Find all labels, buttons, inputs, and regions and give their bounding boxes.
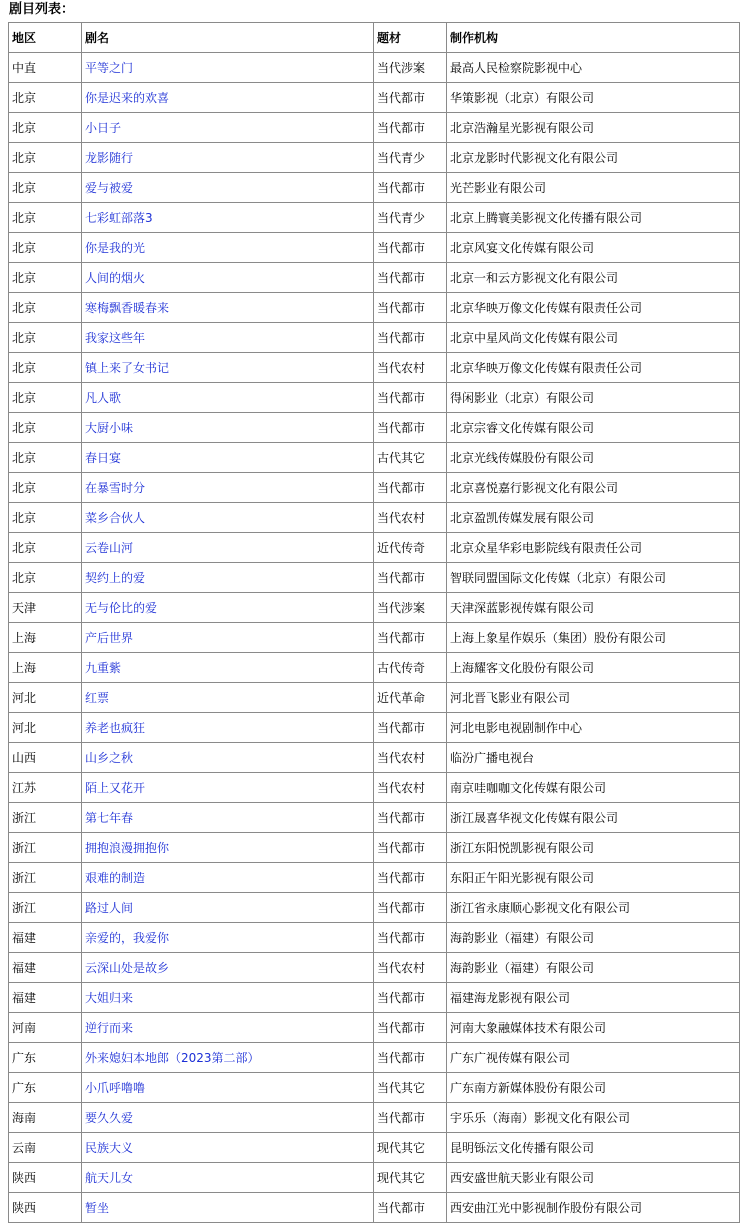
cell-title — [82, 1133, 374, 1163]
cell-region: 北京 — [9, 263, 82, 293]
cell-genre: 当代都市 — [374, 1193, 447, 1223]
table-row — [9, 683, 740, 713]
cell-producer: 北京龙影时代影视文化有限公司 — [447, 143, 740, 173]
table-row — [9, 443, 740, 473]
cell-title — [82, 683, 374, 713]
cell-region: 北京 — [9, 563, 82, 593]
drama-title-link[interactable]: 平等之门 — [85, 61, 134, 75]
cell-title — [82, 713, 374, 743]
cell-genre: 当代其它 — [374, 1073, 447, 1103]
table-row — [9, 623, 740, 653]
table-row — [9, 503, 740, 533]
cell-genre: 当代涉案 — [374, 593, 447, 623]
cell-region: 北京 — [9, 203, 82, 233]
cell-region: 中直 — [9, 53, 82, 83]
cell-producer: 北京中星风尚文化传媒有限公司 — [447, 323, 740, 353]
drama-title-link[interactable]: 春日宴 — [85, 451, 122, 465]
cell-genre: 当代都市 — [374, 923, 447, 953]
drama-title-link[interactable]: 菜乡合伙人 — [85, 511, 146, 525]
table-row — [9, 323, 740, 353]
table-row — [9, 353, 740, 383]
drama-title-link[interactable]: 红票 — [85, 691, 110, 705]
drama-title-link[interactable]: 七彩虹部落3 — [85, 211, 153, 225]
table-row — [9, 1163, 740, 1193]
cell-region: 广东 — [9, 1043, 82, 1073]
cell-producer: 浙江东阳悦凯影视有限公司 — [447, 833, 740, 863]
cell-region: 北京 — [9, 323, 82, 353]
cell-producer: 北京浩瀚星光影视有限公司 — [447, 113, 740, 143]
cell-genre: 当代农村 — [374, 743, 447, 773]
drama-title-link[interactable]: 山乡之秋 — [85, 751, 134, 765]
cell-region: 天津 — [9, 593, 82, 623]
cell-title — [82, 383, 374, 413]
cell-title — [82, 1013, 374, 1043]
drama-title-link[interactable]: 无与伦比的爱 — [85, 601, 158, 615]
table-row — [9, 473, 740, 503]
cell-genre: 当代都市 — [374, 173, 447, 203]
table-row — [9, 803, 740, 833]
cell-region: 北京 — [9, 413, 82, 443]
drama-title-link[interactable]: 路过人间 — [85, 901, 134, 915]
cell-title — [82, 1163, 374, 1193]
cell-region: 江苏 — [9, 773, 82, 803]
table-row — [9, 923, 740, 953]
drama-title-link[interactable]: 小日子 — [85, 121, 122, 135]
cell-producer: 北京众星华彩电影院线有限责任公司 — [447, 533, 740, 563]
cell-producer: 广东南方新媒体股份有限公司 — [447, 1073, 740, 1103]
cell-title — [82, 563, 374, 593]
cell-region: 河北 — [9, 683, 82, 713]
cell-region: 陕西 — [9, 1163, 82, 1193]
drama-title-link[interactable]: 你是迟来的欢喜 — [85, 91, 170, 105]
cell-genre: 当代农村 — [374, 503, 447, 533]
cell-genre: 现代其它 — [374, 1163, 447, 1193]
header-genre: 题材 — [374, 23, 447, 53]
cell-title — [82, 173, 374, 203]
cell-producer: 北京上腾寰美影视文化传播有限公司 — [447, 203, 740, 233]
cell-producer: 南京哇咖咖文化传媒有限公司 — [447, 773, 740, 803]
cell-producer: 宇乐乐（海南）影视文化有限公司 — [447, 1103, 740, 1133]
cell-producer: 最高人民检察院影视中心 — [447, 53, 740, 83]
cell-title — [82, 83, 374, 113]
cell-genre: 当代都市 — [374, 833, 447, 863]
cell-title — [82, 953, 374, 983]
cell-producer: 浙江晟喜华视文化传媒有限公司 — [447, 803, 740, 833]
cell-title — [82, 263, 374, 293]
cell-title — [82, 293, 374, 323]
cell-genre: 当代都市 — [374, 983, 447, 1013]
cell-producer: 北京盈凯传媒发展有限公司 — [447, 503, 740, 533]
cell-producer: 华策影视（北京）有限公司 — [447, 83, 740, 113]
table-row — [9, 563, 740, 593]
cell-title — [82, 503, 374, 533]
table-row — [9, 593, 740, 623]
cell-genre: 当代都市 — [374, 1013, 447, 1043]
drama-title-link[interactable]: 爱与被爱 — [85, 181, 134, 195]
cell-genre: 当代农村 — [374, 953, 447, 983]
table-row — [9, 863, 740, 893]
table-row — [9, 653, 740, 683]
drama-title-link[interactable]: 陌上又花开 — [85, 781, 146, 795]
cell-title — [82, 773, 374, 803]
table-row — [9, 143, 740, 173]
cell-region: 福建 — [9, 953, 82, 983]
header-producer: 制作机构 — [447, 23, 740, 53]
drama-title-link[interactable]: 我家这些年 — [85, 331, 146, 345]
drama-title-link[interactable]: 契约上的爱 — [85, 571, 146, 585]
cell-producer: 东阳正午阳光影视有限公司 — [447, 863, 740, 893]
cell-genre: 当代都市 — [374, 383, 447, 413]
cell-producer: 海韵影业（福建）有限公司 — [447, 953, 740, 983]
cell-region: 河南 — [9, 1013, 82, 1043]
table-row — [9, 1103, 740, 1133]
table-row — [9, 173, 740, 203]
table-row — [9, 233, 740, 263]
cell-genre: 当代都市 — [374, 803, 447, 833]
cell-producer: 海韵影业（福建）有限公司 — [447, 923, 740, 953]
table-row — [9, 713, 740, 743]
cell-title — [82, 923, 374, 953]
cell-producer: 光芒影业有限公司 — [447, 173, 740, 203]
table-row — [9, 53, 740, 83]
cell-producer: 上海上象星作娱乐（集团）股份有限公司 — [447, 623, 740, 653]
cell-title — [82, 533, 374, 563]
table-row — [9, 203, 740, 233]
table-row — [9, 773, 740, 803]
cell-region: 河北 — [9, 713, 82, 743]
table-row — [9, 413, 740, 443]
drama-title-link[interactable]: 小爪呼噜噜 — [85, 1081, 146, 1095]
drama-title-link[interactable]: 逆行而来 — [85, 1021, 134, 1035]
cell-genre: 当代涉案 — [374, 53, 447, 83]
drama-title-link[interactable]: 航天儿女 — [85, 1171, 134, 1185]
drama-title-link[interactable]: 外来媳妇本地郎（2023第二部） — [85, 1051, 260, 1065]
drama-title-link[interactable]: 民族大义 — [85, 1141, 134, 1155]
cell-genre: 当代都市 — [374, 563, 447, 593]
cell-producer: 天津深蓝影视传媒有限公司 — [447, 593, 740, 623]
cell-genre: 当代都市 — [374, 893, 447, 923]
cell-title — [82, 863, 374, 893]
drama-title-link[interactable]: 九重紫 — [85, 661, 122, 675]
cell-genre: 当代都市 — [374, 293, 447, 323]
cell-region: 北京 — [9, 533, 82, 563]
drama-title-link[interactable]: 在暴雪时分 — [85, 481, 146, 495]
cell-region: 北京 — [9, 233, 82, 263]
cell-title — [82, 443, 374, 473]
drama-title-link[interactable]: 要久久爱 — [85, 1111, 134, 1125]
drama-title-link[interactable]: 产后世界 — [85, 631, 134, 645]
cell-region: 山西 — [9, 743, 82, 773]
cell-title — [82, 413, 374, 443]
cell-region: 北京 — [9, 473, 82, 503]
drama-title-link[interactable]: 暂坐 — [85, 1201, 110, 1215]
cell-region: 北京 — [9, 443, 82, 473]
cell-title — [82, 653, 374, 683]
cell-title — [82, 1103, 374, 1133]
table-row — [9, 113, 740, 143]
cell-region: 北京 — [9, 503, 82, 533]
table-row — [9, 893, 740, 923]
cell-region: 浙江 — [9, 803, 82, 833]
cell-genre: 古代传奇 — [374, 653, 447, 683]
cell-producer: 北京宗睿文化传媒有限公司 — [447, 413, 740, 443]
cell-genre: 当代青少 — [374, 203, 447, 233]
cell-region: 陕西 — [9, 1193, 82, 1223]
cell-genre: 当代农村 — [374, 353, 447, 383]
table-row — [9, 833, 740, 863]
cell-region: 海南 — [9, 1103, 82, 1133]
drama-title-link[interactable]: 镇上来了女书记 — [85, 361, 170, 375]
cell-genre: 当代农村 — [374, 773, 447, 803]
cell-region: 福建 — [9, 983, 82, 1013]
drama-title-link[interactable]: 人间的烟火 — [85, 271, 146, 285]
table-row — [9, 533, 740, 563]
cell-title — [82, 1073, 374, 1103]
cell-title — [82, 803, 374, 833]
cell-title — [82, 983, 374, 1013]
drama-title-link[interactable]: 云深山处是故乡 — [85, 961, 170, 975]
cell-region: 福建 — [9, 923, 82, 953]
cell-region: 北京 — [9, 173, 82, 203]
cell-region: 广东 — [9, 1073, 82, 1103]
cell-producer: 北京一和云方影视文化有限公司 — [447, 263, 740, 293]
cell-genre: 当代都市 — [374, 83, 447, 113]
drama-title-link[interactable]: 凡人歌 — [85, 391, 122, 405]
cell-producer: 北京风宴文化传媒有限公司 — [447, 233, 740, 263]
cell-producer: 得闲影业（北京）有限公司 — [447, 383, 740, 413]
table-row — [9, 293, 740, 323]
cell-region: 云南 — [9, 1133, 82, 1163]
drama-title-link[interactable]: 你是我的光 — [85, 241, 146, 255]
cell-genre: 当代都市 — [374, 1103, 447, 1133]
cell-genre: 当代都市 — [374, 323, 447, 353]
cell-genre: 近代传奇 — [374, 533, 447, 563]
cell-region: 北京 — [9, 143, 82, 173]
drama-title-link[interactable]: 寒梅飘香暖春来 — [85, 301, 170, 315]
cell-title — [82, 233, 374, 263]
drama-title-link[interactable]: 拥抱浪漫拥抱你 — [85, 841, 170, 855]
drama-title-link[interactable]: 艰难的制造 — [85, 871, 146, 885]
header-title: 剧名 — [82, 23, 374, 53]
drama-title-link[interactable]: 亲爱的，我爱你 — [85, 931, 170, 945]
cell-title — [82, 143, 374, 173]
cell-genre: 当代都市 — [374, 263, 447, 293]
table-row — [9, 953, 740, 983]
cell-genre: 当代都市 — [374, 113, 447, 143]
cell-producer: 河北电影电视剧制作中心 — [447, 713, 740, 743]
cell-genre: 当代都市 — [374, 1043, 447, 1073]
cell-region: 北京 — [9, 353, 82, 383]
table-row — [9, 1073, 740, 1103]
cell-title — [82, 593, 374, 623]
table-row — [9, 83, 740, 113]
cell-title — [82, 1043, 374, 1073]
drama-title-link[interactable]: 大姐归来 — [85, 991, 134, 1005]
cell-producer: 上海耀客文化股份有限公司 — [447, 653, 740, 683]
cell-region: 浙江 — [9, 893, 82, 923]
cell-producer: 北京华映万像文化传媒有限责任公司 — [447, 293, 740, 323]
cell-title — [82, 1193, 374, 1223]
cell-producer: 临汾广播电视台 — [447, 743, 740, 773]
table-row — [9, 743, 740, 773]
drama-title-link[interactable]: 大厨小味 — [85, 421, 134, 435]
table-row — [9, 1193, 740, 1223]
cell-producer: 福建海龙影视有限公司 — [447, 983, 740, 1013]
cell-genre: 当代都市 — [374, 863, 447, 893]
cell-producer: 智联同盟国际文化传媒（北京）有限公司 — [447, 563, 740, 593]
cell-producer: 西安盛世航天影业有限公司 — [447, 1163, 740, 1193]
cell-producer: 北京喜悦嘉行影视文化有限公司 — [447, 473, 740, 503]
cell-genre: 当代都市 — [374, 623, 447, 653]
cell-producer: 昆明铄沄文化传播有限公司 — [447, 1133, 740, 1163]
cell-region: 浙江 — [9, 863, 82, 893]
cell-genre: 当代青少 — [374, 143, 447, 173]
cell-genre: 近代革命 — [374, 683, 447, 713]
table-row — [9, 1043, 740, 1073]
cell-producer: 西安曲江光中影视制作股份有限公司 — [447, 1193, 740, 1223]
cell-title — [82, 473, 374, 503]
cell-title — [82, 623, 374, 653]
drama-title-link[interactable]: 龙影随行 — [85, 151, 134, 165]
cell-title — [82, 53, 374, 83]
cell-genre: 当代都市 — [374, 233, 447, 263]
drama-title-link[interactable]: 养老也疯狂 — [85, 721, 146, 735]
cell-region: 北京 — [9, 383, 82, 413]
cell-title — [82, 893, 374, 923]
cell-producer: 北京华映万像文化传媒有限责任公司 — [447, 353, 740, 383]
cell-region: 北京 — [9, 83, 82, 113]
cell-region: 上海 — [9, 653, 82, 683]
table-row — [9, 1133, 740, 1163]
cell-title — [82, 113, 374, 143]
cell-title — [82, 353, 374, 383]
header-region: 地区 — [9, 23, 82, 53]
cell-title — [82, 203, 374, 233]
cell-producer: 河南大象融媒体技术有限公司 — [447, 1013, 740, 1043]
drama-title-link[interactable]: 云卷山河 — [85, 541, 134, 555]
table-header-row — [9, 23, 740, 53]
cell-title — [82, 323, 374, 353]
cell-genre: 当代都市 — [374, 473, 447, 503]
cell-region: 浙江 — [9, 833, 82, 863]
cell-region: 北京 — [9, 113, 82, 143]
list-heading: 剧目列表： — [9, 2, 75, 17]
cell-genre: 当代都市 — [374, 413, 447, 443]
table-row — [9, 1013, 740, 1043]
cell-producer: 北京光线传媒股份有限公司 — [447, 443, 740, 473]
drama-list-table — [8, 22, 740, 1223]
cell-genre: 当代都市 — [374, 713, 447, 743]
cell-genre: 古代其它 — [374, 443, 447, 473]
drama-title-link[interactable]: 第七年春 — [85, 811, 134, 825]
table-row — [9, 383, 740, 413]
cell-producer: 浙江省永康顺心影视文化有限公司 — [447, 893, 740, 923]
cell-producer: 广东广视传媒有限公司 — [447, 1043, 740, 1073]
cell-title — [82, 743, 374, 773]
cell-region: 北京 — [9, 293, 82, 323]
cell-genre: 现代其它 — [374, 1133, 447, 1163]
table-row — [9, 983, 740, 1013]
cell-region: 上海 — [9, 623, 82, 653]
table-row — [9, 263, 740, 293]
cell-producer: 河北晋飞影业有限公司 — [447, 683, 740, 713]
cell-title — [82, 833, 374, 863]
